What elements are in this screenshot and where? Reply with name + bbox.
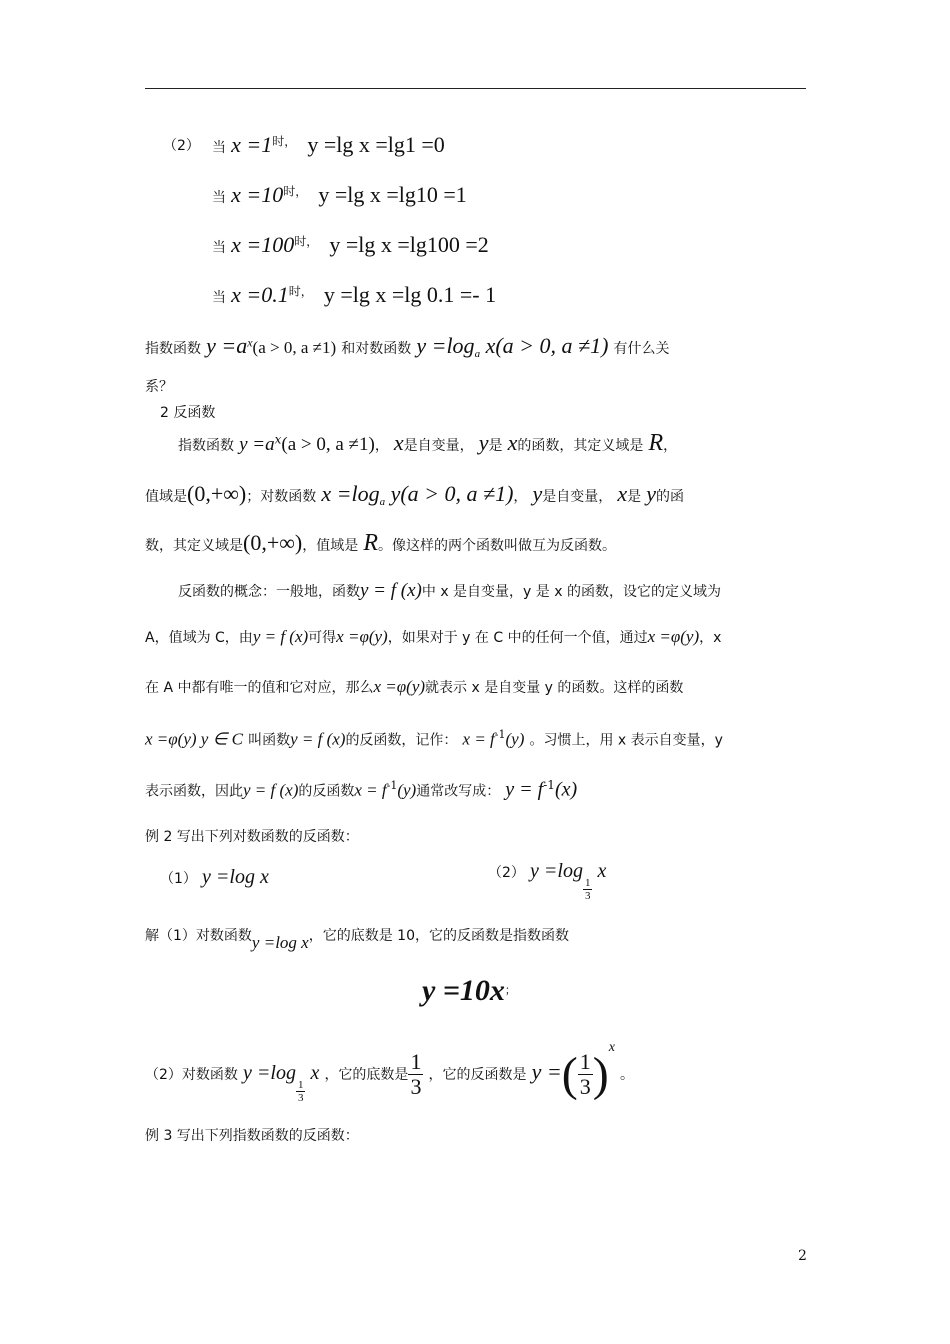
when-label: 当	[212, 290, 226, 306]
superscript: -1	[494, 728, 506, 741]
text: ，它的底数是	[324, 1067, 409, 1083]
formula: y =log	[530, 860, 583, 882]
formula: (0,+∞)	[187, 481, 247, 506]
text: 。	[620, 1067, 635, 1083]
when-label: 当	[212, 140, 226, 156]
numerator: 1	[410, 1048, 422, 1074]
formula: x =φ(y)	[647, 627, 700, 646]
superscript: -1	[386, 779, 398, 792]
text: 叫函数	[248, 732, 291, 749]
formula: x =φ(y)	[373, 677, 426, 696]
text: 在 A 中都有唯一的值和它对应，那么	[145, 680, 374, 696]
paragraph-1-line-3	[145, 530, 616, 557]
paragraph-1-line-1	[178, 430, 677, 457]
text: 的函	[656, 489, 684, 505]
base-fraction	[408, 1050, 423, 1099]
log-subscript: a	[474, 348, 481, 361]
denominator: 3	[297, 1092, 304, 1104]
paragraph-2-line-4	[145, 728, 723, 749]
text: 的函数，其定义域是	[517, 438, 644, 454]
formula: y =10x	[422, 974, 505, 1007]
right-paren: )	[592, 1048, 609, 1101]
text: 表示函数，因此	[145, 783, 243, 800]
example-3-title: 例 3 写出下列指数函数的反函数：	[145, 1128, 359, 1144]
text: ，它的底数是 10，它的反函数是指数函数	[308, 928, 569, 944]
superscript: -1	[543, 778, 555, 792]
section-title: 2 反函数	[160, 405, 216, 421]
text: ，它的反函数是	[428, 1067, 527, 1083]
log-condition: x(a > 0, a ≠1)	[480, 333, 609, 358]
var-y: y	[532, 481, 543, 506]
left-paren: (	[561, 1048, 578, 1101]
solution-line-1	[145, 925, 569, 953]
case-label: （2）	[163, 138, 200, 154]
text: ，值域是	[302, 538, 359, 554]
question-text: 指数函数	[145, 341, 201, 357]
text: 是自变量，	[403, 438, 474, 454]
text: 中 x 是自变量，y 是 x 的函数，设它的定义域为	[421, 584, 721, 600]
numerator: 1	[297, 1078, 304, 1091]
formula: y = f (x)	[243, 780, 299, 800]
case-expr: y =lg x =lg100 =2	[329, 232, 489, 257]
text: 是	[488, 438, 503, 454]
question-label: （1）	[160, 871, 197, 887]
case-x: x =0.1	[231, 282, 289, 307]
page-number: 2	[798, 1248, 807, 1264]
text: ，如果对于 y 在 C 中的任何一个值，通过	[387, 630, 648, 646]
when-label: 当	[212, 240, 226, 256]
case-x: x =10	[231, 182, 284, 207]
paragraph-2-line-5	[145, 778, 577, 801]
example-2-q1	[160, 866, 269, 889]
formula: (x)	[554, 778, 578, 801]
text: 值域是	[145, 489, 187, 505]
paragraph-2-line-1	[178, 580, 721, 602]
time-label: 时，	[294, 234, 319, 249]
result-fraction	[578, 1050, 593, 1099]
text: ，	[374, 438, 389, 454]
formula: (y)	[505, 729, 525, 749]
question-text: 和对数函数	[341, 341, 412, 357]
denominator: 3	[584, 890, 591, 902]
formula: y = f (x)	[252, 627, 309, 646]
solution-line-2	[145, 1040, 634, 1104]
var-x: x	[617, 481, 628, 506]
formula: y(a > 0, a ≠1)	[385, 481, 514, 506]
formula: y =log	[243, 1062, 296, 1084]
formula: (0,+∞)	[243, 530, 303, 555]
solution-big-formula	[422, 974, 516, 1008]
subscript: a	[379, 496, 386, 509]
formula: y =a	[239, 434, 275, 455]
formula: x = f	[354, 780, 387, 800]
var-y: y	[478, 430, 489, 455]
paragraph-2-line-3	[145, 677, 683, 697]
formula: x	[305, 1062, 320, 1084]
paragraph-1-line-2	[145, 481, 684, 508]
example-2-q2	[488, 860, 606, 902]
paragraph-2-line-2	[145, 627, 721, 647]
exp-formula: y =a	[206, 333, 248, 358]
when-label: 当	[212, 190, 226, 206]
formula: x	[592, 860, 607, 882]
case-expr: y =lg x =lg10 =1	[318, 182, 467, 207]
text: 通常改写成：	[416, 783, 501, 800]
text: 可得	[308, 630, 337, 646]
case-row-4	[212, 282, 496, 308]
example-2-title: 例 2 写出下列对数函数的反函数：	[145, 829, 359, 845]
text: A，值域为 C，由	[145, 630, 253, 646]
text: 的反函数，记作：	[345, 732, 458, 749]
formula: y =log x	[202, 866, 269, 888]
var-R: R	[648, 430, 664, 456]
exp-superscript: x	[247, 335, 253, 350]
denominator: 3	[579, 1074, 591, 1099]
superscript: x	[608, 1040, 615, 1055]
text: 反函数的概念：一般地，函数	[178, 584, 360, 600]
text: ，	[513, 489, 528, 505]
case-x: x =1	[231, 132, 273, 157]
question-label: （2）	[488, 865, 525, 881]
denominator: 3	[410, 1074, 422, 1099]
var-R: R	[363, 530, 379, 556]
text: 。习惯上，用 x 表示自变量，y	[529, 732, 723, 749]
formula: x =φ(y) y ∈ C	[145, 729, 243, 749]
text: 的反函数	[298, 783, 355, 800]
case-row-3	[212, 232, 489, 258]
case-row-2	[212, 182, 467, 208]
formula: y = f (x)	[290, 729, 346, 749]
var-x: x	[507, 430, 518, 455]
question-text: 有什么关	[613, 341, 670, 357]
time-label: 时，	[283, 184, 308, 199]
formula: x =φ(y)	[336, 627, 388, 646]
var-x: x	[393, 430, 404, 455]
formula: x = f	[462, 729, 495, 749]
text: 数，其定义域是	[145, 538, 243, 554]
header-rule	[145, 88, 806, 89]
formula: (a > 0, a ≠1)	[281, 434, 375, 455]
formula: x =log	[321, 481, 380, 506]
text: ，	[663, 438, 678, 454]
numerator: 1	[584, 876, 591, 889]
superscript: x	[274, 432, 282, 447]
formula: y =	[531, 1059, 562, 1084]
formula: y = f	[505, 778, 544, 801]
text: 是	[627, 489, 642, 505]
time-label: 时，	[288, 284, 313, 299]
text: 就表示 x 是自变量 y 的函数。这样的函数	[425, 680, 684, 696]
text: 是自变量，	[542, 489, 613, 505]
question-line	[145, 333, 670, 360]
var-y: y	[646, 481, 656, 506]
text: ；对数函数	[246, 489, 317, 505]
log-formula: y =log	[416, 333, 475, 358]
time-label: 时，	[272, 134, 297, 149]
text: （2）对数函数	[145, 1067, 238, 1083]
formula: y =log x	[251, 933, 309, 952]
case-expr: y =lg x =lg1 =0	[307, 132, 445, 157]
question-line-2: 系？	[145, 379, 173, 395]
text: 指数函数	[178, 438, 234, 454]
exp-condition: (a > 0, a ≠1)	[252, 338, 337, 357]
case-expr: y =lg x =lg 0.1 =- 1	[323, 282, 497, 307]
numerator: 1	[579, 1048, 591, 1074]
formula: y = f (x)	[360, 580, 422, 601]
case-row-1	[212, 132, 445, 158]
case-x: x =100	[231, 232, 295, 257]
text: ；	[504, 983, 516, 997]
text: 解（1）对数函数	[145, 928, 252, 944]
text: 。像这样的两个函数叫做互为反函数。	[378, 538, 617, 554]
formula: (y)	[397, 780, 417, 800]
text: ，x	[699, 630, 722, 646]
